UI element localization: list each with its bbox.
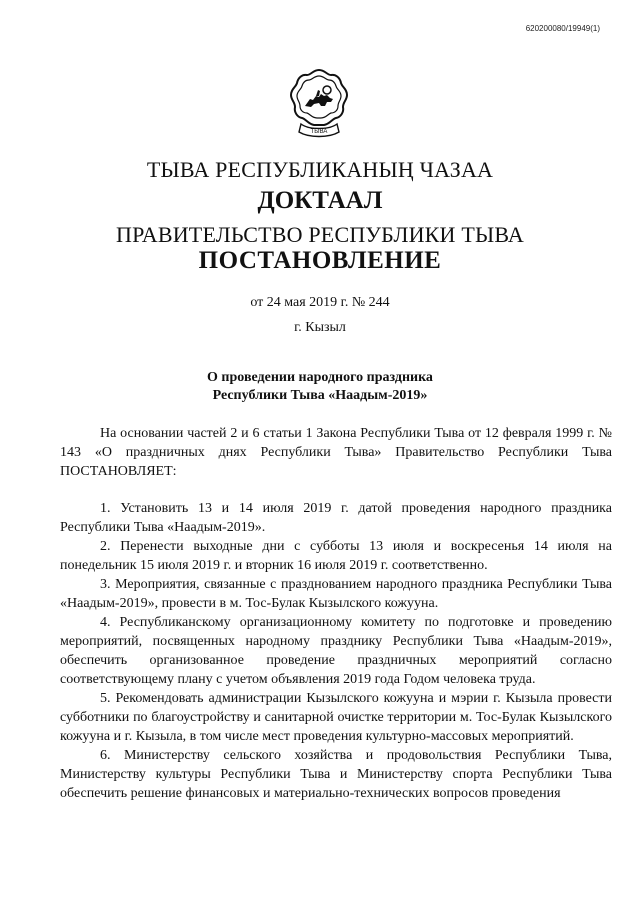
header-russian-government: ПРАВИТЕЛЬСТВО РЕСПУБЛИКИ ТЫВА: [116, 222, 524, 247]
decree-item-5: 5. Рекомендовать администрации Кызылского кожууна и мэрии г. Кызыла провести субботники по благоустройству и санитарной очистке территории м. Тос-Булак Кызылского кожууна и г. Кызыла, в том числе мест проведения культурно-массовых мероприятий.: [60, 691, 612, 744]
decree-item-3: 3. Мероприятия, связанные с празднованием народного праздника Республики Тыва «Наадым-2019», провести в м. Тос-Булак Кызылского кожууна.: [60, 577, 612, 611]
emblem-label: ТЫВА: [310, 129, 328, 135]
document-id: 620200080/19949(1): [525, 24, 600, 33]
preamble-text: На основании частей 2 и 6 статьи 1 Закона Республики Тыва от 12 февраля 1999 г. № 143 «О праздничных днях Республики Тыва» Правительство Республики Тыва ПОСТАНОВЛЯЕТ:: [60, 426, 612, 479]
coat-of-arms-emblem: [283, 66, 355, 142]
decree-title-line-2: Республики Тыва «Наадым-2019»: [212, 388, 428, 403]
header-russian-decree: ПОСТАНОВЛЕНИЕ: [198, 247, 442, 274]
decree-items: [60, 499, 612, 803]
decree-item-6: 6. Министерству сельского хозяйства и продовольствия Республики Тыва, Министерству культуры Республики Тыва и Министерству спорта Республики Тыва обеспечить решение финансовых и материально-технических вопросов проведения: [60, 748, 612, 801]
decree-item-2: 2. Перенести выходные дни с субботы 13 июля и воскресенья 14 июля на понедельник 15 июля 2019 г. и вторник 16 июля 2019 г. соответственно.: [60, 539, 612, 573]
decree-title-line-1: О проведении народного праздника: [207, 370, 433, 385]
decree-date: от 24 мая 2019 г. № 244: [250, 295, 390, 310]
decree-preamble: [60, 424, 612, 481]
decree-item-4: 4. Республиканскому организационному комитету по подготовке и проведению мероприятий, посвященных народному празднику Республики Тыва «Наадым-2019», обеспечить организованное проведение праздничных мероприятий согласно соответствующему плану с учетом объявления 2019 года Годом человека труда.: [60, 615, 612, 687]
decree-city: г. Кызыл: [294, 320, 346, 335]
decree-item-1: 1. Установить 13 и 14 июля 2019 г. датой проведения народного праздника Республики Тыва «Наадым-2019».: [60, 501, 612, 535]
header-tuvan-government: ТЫВА РЕСПУБЛИКАНЫҢ ЧАЗАА: [146, 157, 494, 182]
header-tuvan-decree: ДОКТААЛ: [257, 187, 383, 214]
